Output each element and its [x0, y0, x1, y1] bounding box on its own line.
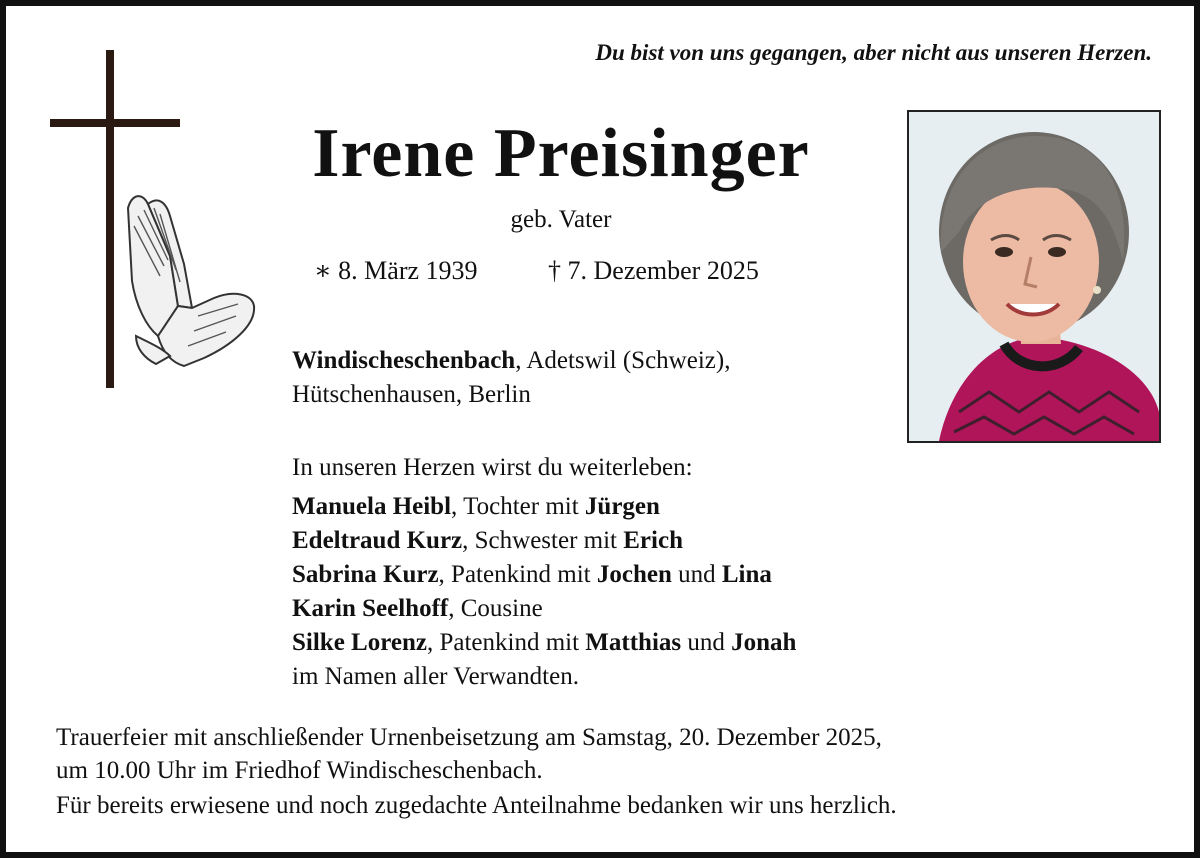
life-dates [314, 256, 759, 286]
mourners-list [292, 451, 796, 694]
places-line-2: Hütschenhausen, Berlin [292, 381, 531, 408]
mourner-partner: Erich [623, 527, 683, 554]
death-date-group [548, 256, 759, 285]
mourner-row [292, 524, 796, 558]
place-others: , Adetswil (Schweiz), [515, 347, 731, 374]
mourner-row [292, 592, 796, 626]
motto-heading: Du bist von uns gegangen, aber nicht aus unseren Herzen. [595, 40, 1152, 65]
funeral-details [56, 721, 882, 787]
funeral-line-2: um 10.00 Uhr im Friedhof Windischeschenbach. [56, 757, 543, 784]
thanks-note: Für bereits erwiesene und noch zugedachte Anteilnahme bedanken wir uns herzlich. [56, 792, 897, 819]
mourners-closing: im Namen aller Verwandten. [292, 663, 579, 690]
mourner-partner: Matthias [585, 629, 682, 656]
mourner-relation: , Patenkind mit [426, 629, 586, 656]
mourner-row [292, 490, 796, 524]
mourners-intro: In unseren Herzen wirst du weiterleben: [292, 454, 693, 481]
cross-crossbar [50, 119, 180, 127]
mourner-relation: , Patenkind mit [438, 561, 597, 588]
praying-hands-icon [118, 186, 258, 371]
places-line-1 [292, 344, 730, 378]
places-list [292, 344, 730, 412]
mourner-relation: , Cousine [448, 595, 543, 622]
mourner-partner: Jochen [596, 561, 672, 588]
death-symbol: † [548, 256, 561, 285]
birth-symbol: ∗ [314, 256, 332, 285]
mourner-name: Karin Seelhoff [292, 595, 449, 622]
birth-date-group [314, 256, 548, 286]
funeral-line-1: Trauerfeier mit anschließender Urnenbeisetzung am Samstag, 20. Dezember 2025, [56, 724, 882, 751]
mourner-name: Edeltraud Kurz [292, 527, 463, 554]
mourner-conjunction: und [681, 629, 732, 656]
mourner-name: Silke Lorenz [292, 629, 427, 656]
death-date: 7. Dezember 2025 [567, 256, 759, 285]
mourner-row [292, 626, 796, 660]
mourner-row [292, 558, 796, 592]
mourner-partner: Jürgen [584, 493, 660, 520]
mourner-name: Sabrina Kurz [292, 561, 439, 588]
birth-date: 8. März 1939 [338, 256, 478, 285]
mourner-relation: , Schwester mit [462, 527, 624, 554]
portrait-photo [907, 110, 1161, 443]
mourner-relation: , Tochter mit [451, 493, 585, 520]
mourner-partner-2: Lina [721, 561, 772, 588]
mourner-conjunction: und [671, 561, 722, 588]
mourner-name: Manuela Heibl [292, 493, 452, 520]
place-primary: Windischeschenbach [292, 347, 516, 374]
mourner-partner-2: Jonah [731, 629, 797, 656]
maiden-name: geb. Vater [510, 206, 612, 233]
deceased-name: Irene Preisinger [312, 115, 810, 192]
latin-cross-icon [106, 50, 114, 388]
